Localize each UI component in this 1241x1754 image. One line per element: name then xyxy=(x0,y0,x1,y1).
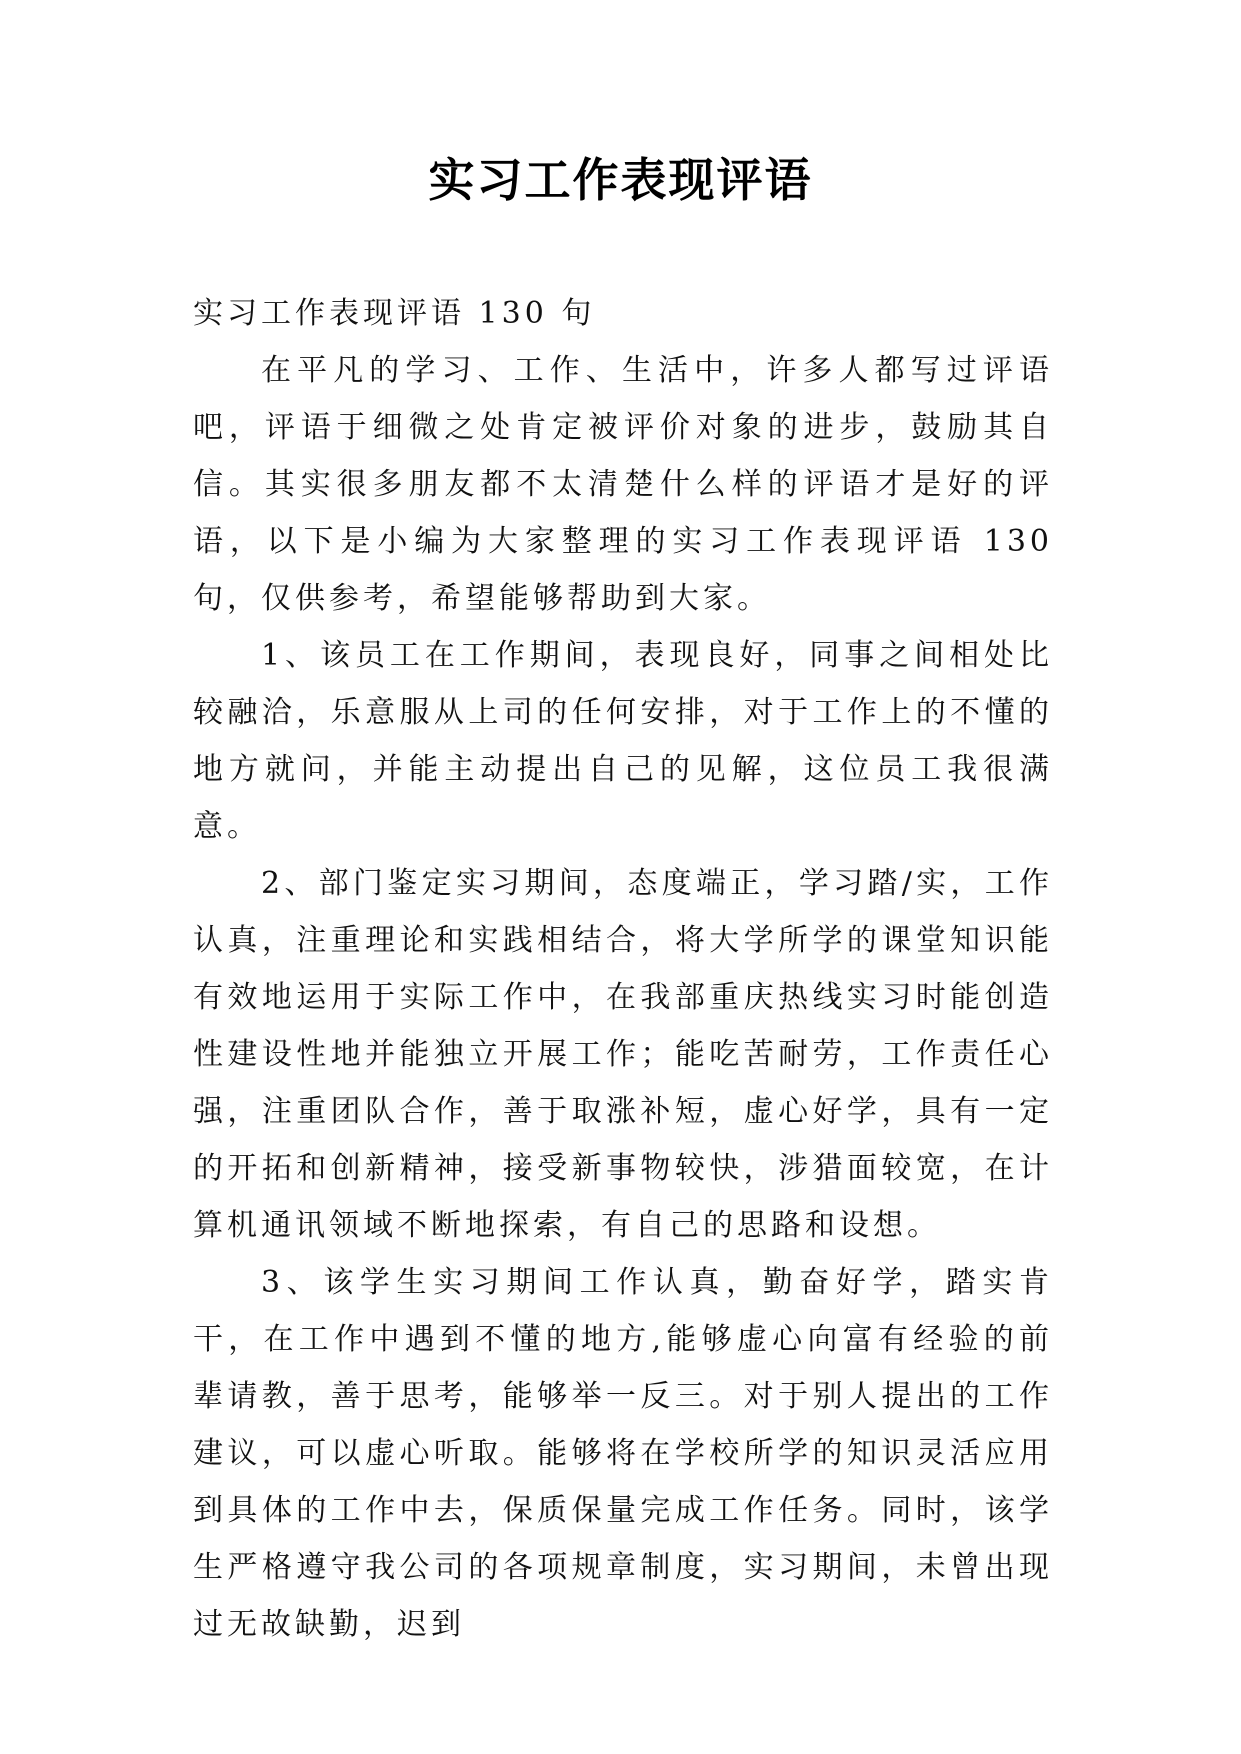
comment-paragraph-2: 2、部门鉴定实习期间，态度端正，学习踏/实，工作认真，注重理论和实践相结合，将大学所学的课堂知识能有效地运用于实际工作中，在我部重庆热线实习时能创造性建设性地并能独立开展工作；能吃苦耐劳，工作责任心强，注重团队合作，善于取涨补短，虚心好学，具有一定的开拓和创新精神，接受新事物较快，涉猎面较宽，在计算机通讯领域不断地探索，有自己的思路和设想。 xyxy=(193,866,1053,1243)
document-body xyxy=(193,285,1053,1653)
document-title: 实习工作表现评语 xyxy=(428,153,813,207)
comment-paragraph-1: 1、该员工在工作期间，表现良好，同事之间相处比较融洽，乐意服从上司的任何安排，对于工作上的不懂的地方就问，并能主动提出自己的见解，这位员工我很满意。 xyxy=(193,638,1053,844)
comment-paragraph-3: 3、该学生实习期间工作认真，勤奋好学，踏实肯干，在工作中遇到不懂的地方,能够虚心向富有经验的前辈请教，善于思考，能够举一反三。对于别人提出的工作建议，可以虚心听取。能够将在学校所学的知识灵活应用到具体的工作中去，保质保量完成工作任务。同时，该学生严格遵守我公司的各项规章制度，实习期间，未曾出现过无故缺勤，迟到 xyxy=(193,1265,1053,1642)
document-subtitle: 实习工作表现评语 130 句 xyxy=(193,296,596,331)
intro-paragraph: 在平凡的学习、工作、生活中，许多人都写过评语吧，评语于细微之处肯定被评价对象的进步，鼓励其自信。其实很多朋友都不太清楚什么样的评语才是好的评语，以下是小编为大家整理的实习工作表现评语 130 句，仅供参考，希望能够帮助到大家。 xyxy=(193,353,1053,616)
